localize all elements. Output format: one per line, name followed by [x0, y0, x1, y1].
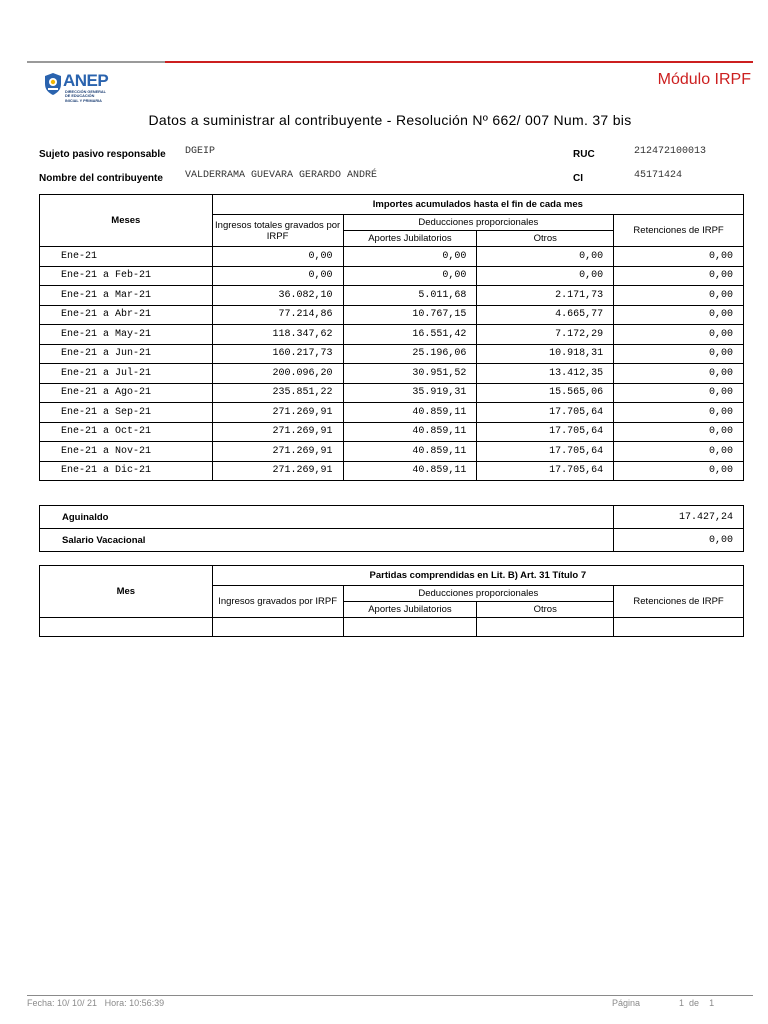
- nombre-value: VALDERRAMA GUEVARA GERARDO ANDRÉ: [185, 170, 378, 181]
- row-ingresos: 271.269,91: [212, 403, 343, 423]
- aguinaldo-label: Aguinaldo: [40, 506, 614, 529]
- row-ingresos: 160.217,73: [212, 344, 343, 364]
- otros-header: Otros: [477, 231, 614, 247]
- importes-table: [39, 194, 744, 481]
- aportes-header-2: Aportes Jubilatorios: [343, 602, 477, 618]
- footer-rule: [27, 995, 753, 996]
- row-otros: 17.705,64: [477, 422, 614, 442]
- row-mes: Ene-21 a Ago-21: [40, 383, 213, 403]
- row-ingresos: 118.347,62: [212, 325, 343, 345]
- row-retenciones: 0,00: [614, 266, 744, 286]
- module-title: Módulo IRPF: [657, 71, 751, 88]
- row-mes: Ene-21 a Jun-21: [40, 344, 213, 364]
- row-otros: 0,00: [477, 266, 614, 286]
- row-retenciones: 0,00: [614, 461, 744, 481]
- table-row: [40, 364, 744, 384]
- row-mes: Ene-21 a May-21: [40, 325, 213, 345]
- row-retenciones: 0,00: [614, 247, 744, 267]
- ruc-value: 212472100013: [634, 146, 707, 157]
- row-aportes: 0,00: [343, 266, 477, 286]
- row-otros: 0,00: [477, 247, 614, 267]
- row-ingresos: 36.082,10: [212, 286, 343, 306]
- row-otros: 17.705,64: [477, 461, 614, 481]
- row-otros: 17.705,64: [477, 442, 614, 462]
- deducciones-header: Deducciones proporcionales: [343, 215, 614, 231]
- aguinaldo-value: 17.427,24: [614, 506, 744, 529]
- otros-header-2: Otros: [477, 602, 614, 618]
- row-mes: Ene-21 a Oct-21: [40, 422, 213, 442]
- row-mes: Ene-21 a Nov-21: [40, 442, 213, 462]
- aguinaldo-table: [39, 505, 744, 552]
- table-row: [40, 325, 744, 345]
- partidas-header: Partidas comprendidas en Lit. B) Art. 31 Título 7: [212, 566, 743, 586]
- table-row: [40, 422, 744, 442]
- ci-value: 45171424: [634, 170, 683, 181]
- row-retenciones: 0,00: [614, 305, 744, 325]
- row-retenciones: 0,00: [614, 442, 744, 462]
- partidas-table: [39, 565, 744, 637]
- row-otros: 15.565,06: [477, 383, 614, 403]
- row-retenciones: 0,00: [614, 325, 744, 345]
- importes-header: Importes acumulados hasta el fin de cada mes: [212, 195, 743, 215]
- table-row: [40, 403, 744, 423]
- row-ingresos: 77.214,86: [212, 305, 343, 325]
- row-retenciones: 0,00: [614, 403, 744, 423]
- retenciones-header-2: Retenciones de IRPF: [614, 586, 744, 618]
- row-ingresos: 271.269,91: [212, 422, 343, 442]
- salario-label: Salario Vacacional: [40, 529, 614, 552]
- row-aportes: 40.859,11: [343, 461, 477, 481]
- ci-label: CI: [573, 173, 583, 184]
- row-mes: Ene-21 a Abr-21: [40, 305, 213, 325]
- document-title: Datos a suministrar al contribuyente - Resolución Nº 662/ 007 Num. 37 bis: [148, 112, 632, 128]
- row-aportes: 16.551,42: [343, 325, 477, 345]
- ruc-label: RUC: [573, 149, 595, 160]
- row-mes: Ene-21 a Sep-21: [40, 403, 213, 423]
- row-aportes: 0,00: [343, 247, 477, 267]
- aportes-header: Aportes Jubilatorios: [343, 231, 477, 247]
- row-aportes: 35.919,31: [343, 383, 477, 403]
- row-aportes: 40.859,11: [343, 442, 477, 462]
- table-row: [40, 266, 744, 286]
- anep-logo: [43, 70, 123, 110]
- empty-cell: [40, 618, 213, 637]
- empty-cell: [343, 618, 477, 637]
- empty-cell: [477, 618, 614, 637]
- row-ingresos: 271.269,91: [212, 442, 343, 462]
- row-mes: Ene-21 a Feb-21: [40, 266, 213, 286]
- logo-text: ANEP: [63, 71, 109, 90]
- anep-seal-icon: [43, 72, 63, 96]
- row-aportes: 10.767,15: [343, 305, 477, 325]
- row-aportes: 30.951,52: [343, 364, 477, 384]
- sujeto-value: DGEIP: [185, 146, 216, 157]
- header-rule-grey: [27, 61, 165, 63]
- table-row: [40, 305, 744, 325]
- empty-cell: [212, 618, 343, 637]
- sujeto-label: Sujeto pasivo responsable: [39, 149, 166, 160]
- row-aportes: 25.196,06: [343, 344, 477, 364]
- footer-pagina-label: Página: [612, 998, 641, 1008]
- nombre-label: Nombre del contribuyente: [39, 173, 163, 184]
- row-mes: Ene-21 a Dic-21: [40, 461, 213, 481]
- row-ingresos: 271.269,91: [212, 461, 343, 481]
- table-row: [40, 442, 744, 462]
- table-row: [40, 286, 744, 306]
- row-ingresos: 0,00: [212, 266, 343, 286]
- ingresos-header: Ingresos totales gravados por IRPF: [212, 215, 343, 247]
- row-otros: 2.171,73: [477, 286, 614, 306]
- logo-subtitle: DIRECCIÓN GENERAL DE EDUCACIÓN INICIAL Y PRIMARIA: [65, 90, 106, 103]
- row-otros: 10.918,31: [477, 344, 614, 364]
- salario-value: 0,00: [614, 529, 744, 552]
- table-row: [40, 383, 744, 403]
- row-mes: Ene-21 a Mar-21: [40, 286, 213, 306]
- row-otros: 13.412,35: [477, 364, 614, 384]
- row-aportes: 40.859,11: [343, 403, 477, 423]
- row-aportes: 5.011,68: [343, 286, 477, 306]
- footer-fecha: Fecha: 10/ 10/ 21 Hora: 10:56:39: [27, 998, 165, 1008]
- row-retenciones: 0,00: [614, 364, 744, 384]
- meses-header: Meses: [40, 195, 213, 247]
- empty-cell: [614, 618, 744, 637]
- row-mes: Ene-21 a Jul-21: [40, 364, 213, 384]
- row-otros: 4.665,77: [477, 305, 614, 325]
- row-otros: 7.172,29: [477, 325, 614, 345]
- retenciones-header: Retenciones de IRPF: [614, 215, 744, 247]
- row-retenciones: 0,00: [614, 344, 744, 364]
- table-row: [40, 461, 744, 481]
- row-retenciones: 0,00: [614, 286, 744, 306]
- table-row: [40, 344, 744, 364]
- header-rule-red: [165, 61, 753, 63]
- ingresos-gravados-header: Ingresos gravados por IRPF: [212, 586, 343, 618]
- row-retenciones: 0,00: [614, 422, 744, 442]
- deducciones-header-2: Deducciones proporcionales: [343, 586, 614, 602]
- table-row: [40, 247, 744, 267]
- row-ingresos: 0,00: [212, 247, 343, 267]
- mes-header: Mes: [40, 566, 213, 618]
- row-retenciones: 0,00: [614, 383, 744, 403]
- row-aportes: 40.859,11: [343, 422, 477, 442]
- row-ingresos: 200.096,20: [212, 364, 343, 384]
- row-ingresos: 235.851,22: [212, 383, 343, 403]
- row-otros: 17.705,64: [477, 403, 614, 423]
- footer-page-count: 1 de 1: [679, 998, 715, 1008]
- row-mes: Ene-21: [40, 247, 213, 267]
